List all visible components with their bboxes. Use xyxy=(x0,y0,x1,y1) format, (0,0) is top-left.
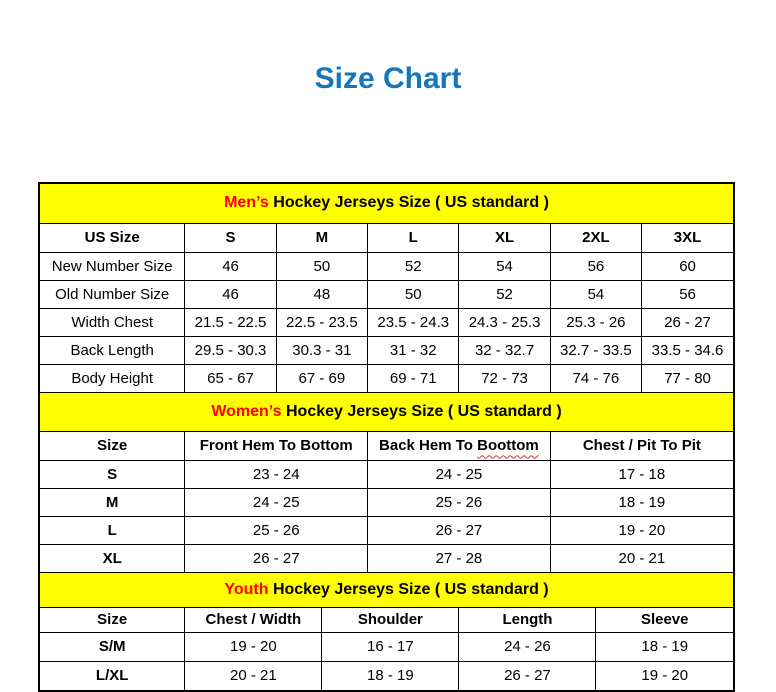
size-value-cell: 54 xyxy=(550,280,641,308)
size-value-cell: 48 xyxy=(276,280,367,308)
column-header: Size xyxy=(40,608,185,632)
column-header: Sleeve xyxy=(596,608,733,632)
row-label: L/XL xyxy=(40,661,185,690)
size-value-cell: 32 - 32.7 xyxy=(459,336,550,364)
size-value-cell: 18 - 19 xyxy=(550,488,733,516)
size-value-cell: 30.3 - 31 xyxy=(276,336,367,364)
column-header: Chest / Pit To Pit xyxy=(550,432,733,460)
youth-section-highlight: Youth xyxy=(224,581,269,598)
column-header: Front Hem To Bottom xyxy=(185,432,368,460)
table-row xyxy=(40,280,733,308)
size-chart-container xyxy=(38,182,735,692)
youth-size-table xyxy=(40,608,733,690)
size-value-cell: 24 - 25 xyxy=(368,460,551,488)
size-value-cell: 54 xyxy=(459,252,550,280)
womens-section-highlight: Women’s xyxy=(211,403,282,420)
size-value-cell: 25 - 26 xyxy=(368,488,551,516)
youth-section-title-text: Hockey Jerseys Size ( US standard ) xyxy=(268,581,549,598)
column-header: US Size xyxy=(40,224,185,252)
size-value-cell: 20 - 21 xyxy=(550,544,733,572)
mens-header-row xyxy=(40,224,733,252)
size-value-cell: 16 - 17 xyxy=(322,632,459,661)
size-value-cell: 50 xyxy=(368,280,459,308)
table-row xyxy=(40,632,733,661)
womens-header-row xyxy=(40,432,733,460)
row-label: Old Number Size xyxy=(40,280,185,308)
size-value-cell: 25 - 26 xyxy=(185,516,368,544)
womens-section-header xyxy=(40,392,733,432)
table-row xyxy=(40,460,733,488)
table-row xyxy=(40,544,733,572)
row-label: Width Chest xyxy=(40,308,185,336)
size-value-cell: 23.5 - 24.3 xyxy=(368,308,459,336)
size-value-cell: 65 - 67 xyxy=(185,364,276,392)
row-label: M xyxy=(40,488,185,516)
table-row xyxy=(40,336,733,364)
size-value-cell: 26 - 27 xyxy=(642,308,733,336)
size-value-cell: 74 - 76 xyxy=(550,364,641,392)
size-value-cell: 26 - 27 xyxy=(185,544,368,572)
column-header: Length xyxy=(459,608,596,632)
size-value-cell: 46 xyxy=(185,280,276,308)
size-value-cell: 67 - 69 xyxy=(276,364,367,392)
table-row xyxy=(40,661,733,690)
column-header: Shoulder xyxy=(322,608,459,632)
size-value-cell: 24 - 25 xyxy=(185,488,368,516)
size-value-cell: 72 - 73 xyxy=(459,364,550,392)
row-label: Back Length xyxy=(40,336,185,364)
size-value-cell: 24 - 26 xyxy=(459,632,596,661)
mens-size-table xyxy=(40,224,733,392)
column-header: M xyxy=(276,224,367,252)
size-value-cell: 23 - 24 xyxy=(185,460,368,488)
table-row xyxy=(40,488,733,516)
size-value-cell: 26 - 27 xyxy=(459,661,596,690)
size-value-cell: 18 - 19 xyxy=(322,661,459,690)
size-value-cell: 33.5 - 34.6 xyxy=(642,336,733,364)
size-value-cell: 32.7 - 33.5 xyxy=(550,336,641,364)
size-value-cell: 52 xyxy=(368,252,459,280)
column-header: L xyxy=(368,224,459,252)
size-value-cell: 22.5 - 23.5 xyxy=(276,308,367,336)
size-value-cell: 50 xyxy=(276,252,367,280)
size-value-cell: 31 - 32 xyxy=(368,336,459,364)
table-row xyxy=(40,308,733,336)
row-label: L xyxy=(40,516,185,544)
table-row xyxy=(40,364,733,392)
column-header: XL xyxy=(459,224,550,252)
size-value-cell: 25.3 - 26 xyxy=(550,308,641,336)
size-value-cell: 19 - 20 xyxy=(550,516,733,544)
table-row xyxy=(40,516,733,544)
size-value-cell: 56 xyxy=(550,252,641,280)
size-value-cell: 24.3 - 25.3 xyxy=(459,308,550,336)
row-label: Body Height xyxy=(40,364,185,392)
youth-header-row xyxy=(40,608,733,632)
size-value-cell: 56 xyxy=(642,280,733,308)
misspelled-word: Boottom xyxy=(477,437,539,455)
size-value-cell: 26 - 27 xyxy=(368,516,551,544)
size-value-cell: 77 - 80 xyxy=(642,364,733,392)
column-header: 2XL xyxy=(550,224,641,252)
size-value-cell: 46 xyxy=(185,252,276,280)
mens-section-highlight: Men’s xyxy=(224,194,269,211)
row-label: New Number Size xyxy=(40,252,185,280)
column-header xyxy=(368,432,551,460)
size-value-cell: 20 - 21 xyxy=(185,661,322,690)
mens-section-title-text: Hockey Jerseys Size ( US standard ) xyxy=(268,194,549,211)
size-value-cell: 18 - 19 xyxy=(596,632,733,661)
size-value-cell: 29.5 - 30.3 xyxy=(185,336,276,364)
size-value-cell: 60 xyxy=(642,252,733,280)
youth-section-header xyxy=(40,572,733,608)
table-row xyxy=(40,252,733,280)
row-label: S/M xyxy=(40,632,185,661)
size-value-cell: 17 - 18 xyxy=(550,460,733,488)
column-header-text: Back Hem To xyxy=(379,437,473,455)
womens-section-title-text: Hockey Jerseys Size ( US standard ) xyxy=(281,403,562,420)
womens-size-table xyxy=(40,432,733,572)
page-title: Size Chart xyxy=(314,62,462,95)
size-value-cell: 69 - 71 xyxy=(368,364,459,392)
size-value-cell: 19 - 20 xyxy=(596,661,733,690)
mens-section-header xyxy=(40,184,733,224)
row-label: XL xyxy=(40,544,185,572)
size-value-cell: 27 - 28 xyxy=(368,544,551,572)
size-value-cell: 19 - 20 xyxy=(185,632,322,661)
size-value-cell: 21.5 - 22.5 xyxy=(185,308,276,336)
row-label: S xyxy=(40,460,185,488)
column-header: Size xyxy=(40,432,185,460)
column-header: Chest / Width xyxy=(185,608,322,632)
size-value-cell: 52 xyxy=(459,280,550,308)
column-header: S xyxy=(185,224,276,252)
column-header: 3XL xyxy=(642,224,733,252)
